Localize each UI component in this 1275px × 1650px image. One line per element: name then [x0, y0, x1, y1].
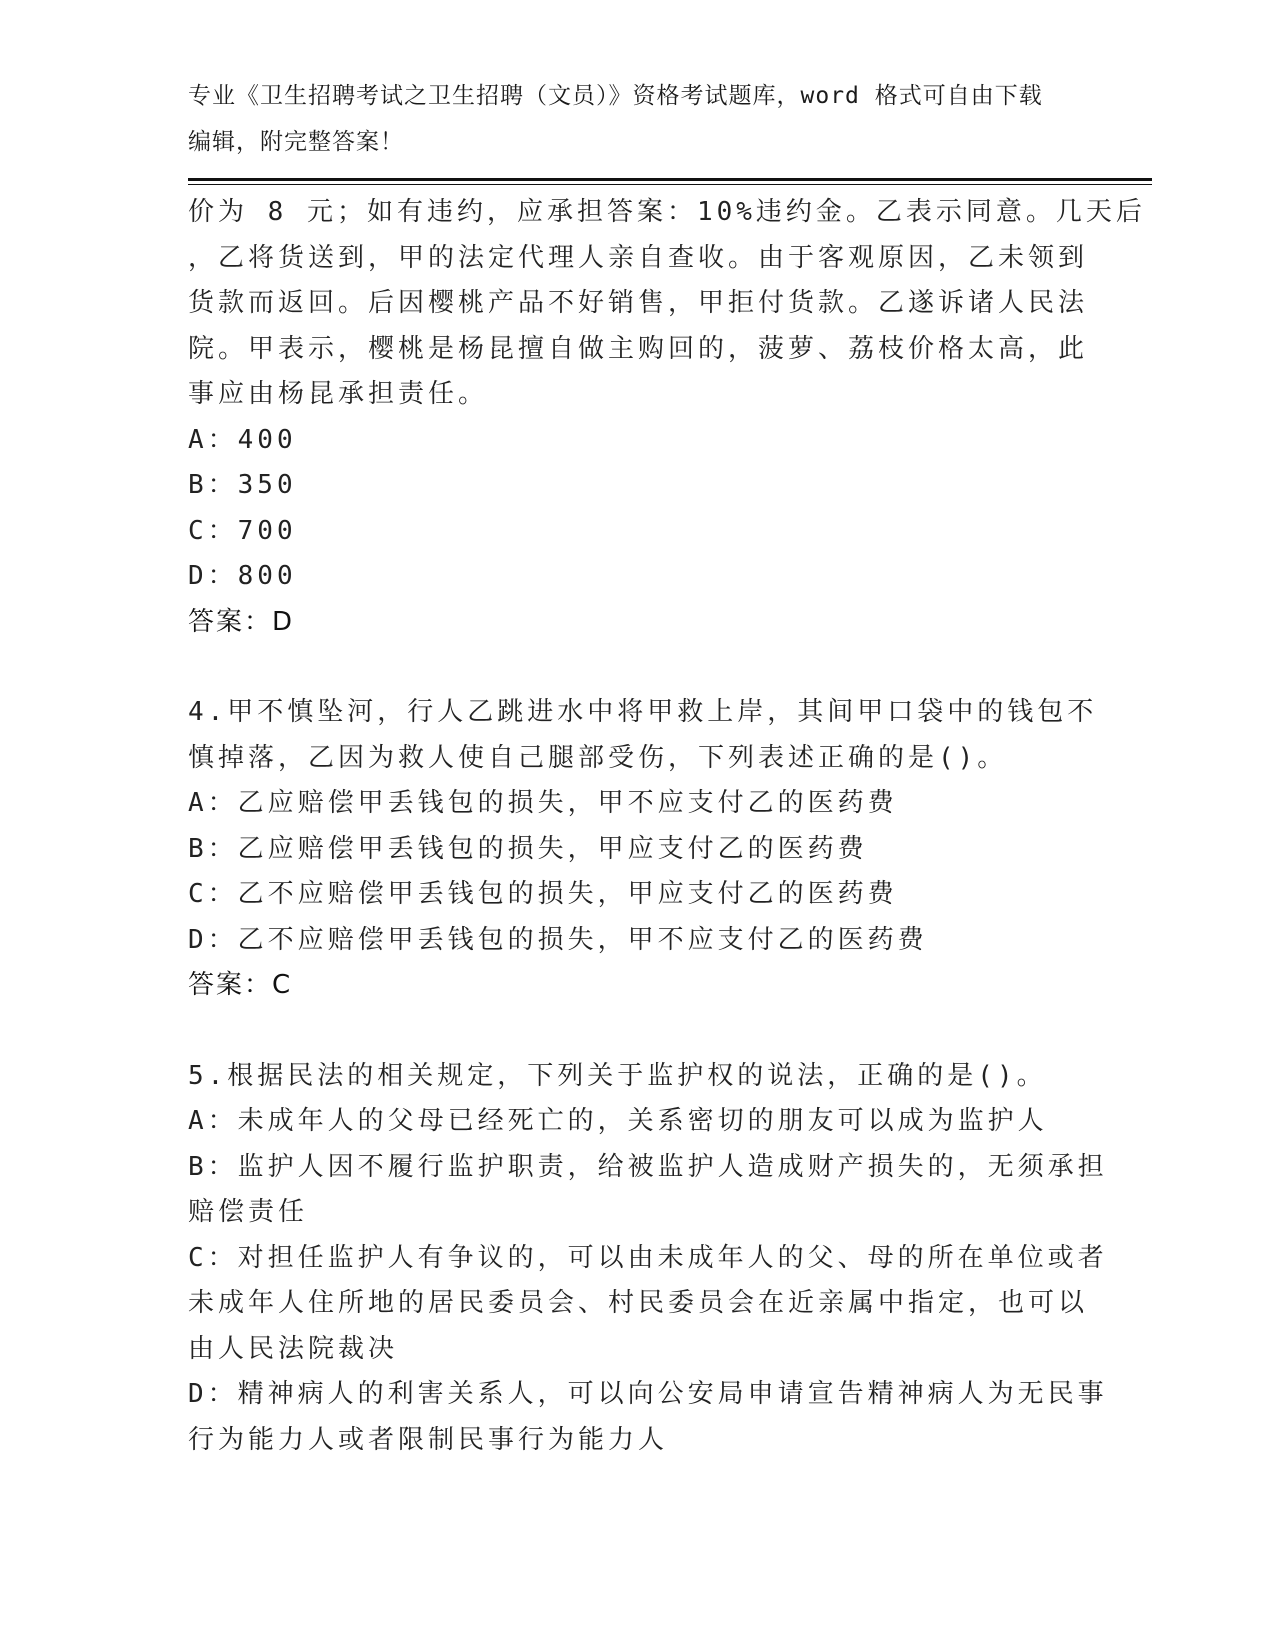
stem-line: 货款而返回。后因樱桃产品不好销售，甲拒付货款。乙遂诉诸人民法	[188, 288, 1089, 318]
spacer	[188, 1009, 1088, 1054]
option-line: 行为能力人或者限制民事行为能力人	[188, 1424, 669, 1455]
header-line-2: 编辑，附完整答案！	[188, 128, 404, 155]
question-stem	[188, 1054, 1088, 1100]
option-d: D：乙不应赔偿甲丢钱包的损失，甲不应支付乙的医药费	[188, 924, 928, 955]
header-rule-thick	[188, 178, 1152, 181]
question-stem	[188, 690, 1098, 781]
option-line: 赔偿责任	[188, 1197, 309, 1227]
option-c: C：700	[188, 515, 297, 546]
option-a: A：400	[188, 424, 297, 455]
answer: 答案：D	[188, 606, 295, 637]
option-line: A：未成年人的父母已经死亡的，关系密切的朋友可以成为监护人	[188, 1106, 1048, 1136]
spacer	[188, 645, 1088, 690]
question-5	[188, 1054, 1108, 1464]
option-line: 由人民法院裁决	[188, 1333, 399, 1364]
question-3	[188, 190, 1146, 645]
option-line: D：精神病人的利害关系人，可以向公安局申请宣告精神病人为无民事	[188, 1379, 1108, 1409]
stem-line: ，乙将货送到，甲的法定代理人亲自查收。由于客观原因，乙未领到	[188, 242, 1089, 273]
option-line: 未成年人住所地的居民委员会、村民委员会在近亲属中指定，也可以	[188, 1288, 1089, 1318]
header-line-1: 专业《卫生招聘考试之卫生招聘（文员）》资格考试题库，word 格式可自由下载	[188, 83, 1043, 109]
stem-line: 事应由杨昆承担责任。	[188, 379, 489, 409]
question-stem	[188, 190, 1146, 418]
option-a	[188, 1099, 1088, 1145]
option-c: C：乙不应赔偿甲丢钱包的损失，甲应支付乙的医药费	[188, 879, 898, 909]
stem-line: 慎掉落，乙因为救人使自己腿部受伤，下列表述正确的是()。	[188, 742, 1008, 773]
option-line: B：监护人因不履行监护职责，给被监护人造成财产损失的，无须承担	[188, 1151, 1108, 1182]
stem-line: 5.根据民法的相关规定，下列关于监护权的说法，正确的是()。	[188, 1060, 1047, 1091]
option-a: A：乙应赔偿甲丢钱包的损失，甲不应支付乙的医药费	[188, 788, 898, 818]
question-4	[188, 690, 1098, 1009]
stem-line: 院。甲表示，樱桃是杨昆擅自做主购回的，菠萝、荔枝价格太高，此	[188, 333, 1089, 364]
option-line: C：对担任监护人有争议的，可以由未成年人的父、母的所在单位或者	[188, 1242, 1108, 1273]
option-d	[188, 1372, 1108, 1463]
option-b: B：乙应赔偿甲丢钱包的损失，甲应支付乙的医药费	[188, 833, 868, 864]
option-d: D：800	[188, 561, 297, 591]
option-c	[188, 1236, 1108, 1373]
answer: 答案：C	[188, 970, 293, 1000]
stem-line: 4.甲不慎坠河，行人乙跳进水中将甲救上岸，其间甲口袋中的钱包不	[188, 697, 1098, 727]
stem-line: 价为 8 元；如有违约，应承担答案：10%违约金。乙表示同意。几天后	[188, 197, 1146, 227]
header-rule-thin	[188, 184, 1152, 185]
option-b	[188, 1145, 1108, 1236]
option-b: B：350	[188, 470, 297, 500]
document-header	[188, 74, 1088, 165]
document-body	[188, 190, 1146, 1463]
